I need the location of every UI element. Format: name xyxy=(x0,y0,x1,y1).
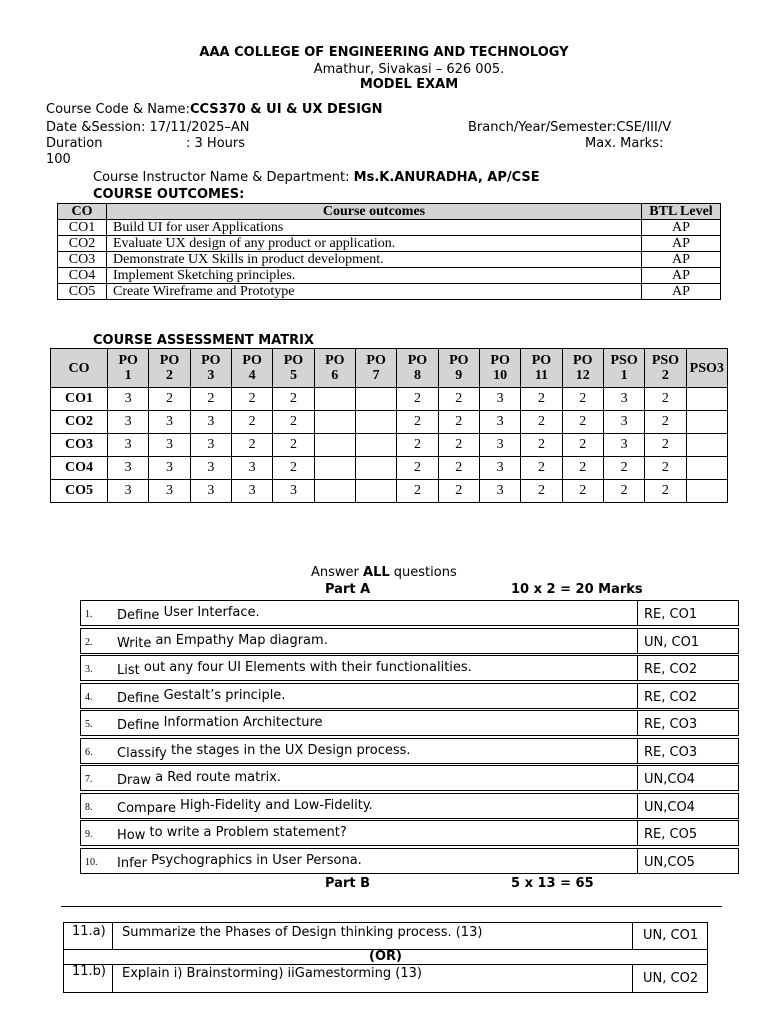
header-line: 12 xyxy=(575,368,590,383)
header-line: PO xyxy=(283,353,304,368)
matrix-cell: 2 xyxy=(438,411,479,434)
co-cell: CO2 xyxy=(58,236,107,252)
question-row xyxy=(80,848,739,874)
question-text xyxy=(117,687,286,706)
column-header xyxy=(521,349,562,388)
matrix-cell: 2 xyxy=(231,434,272,457)
column-header xyxy=(231,349,272,388)
matrix-cell: 2 xyxy=(438,480,479,503)
question-11b-row xyxy=(63,964,708,993)
matrix-cell: 2 xyxy=(603,457,644,480)
header-line: 4 xyxy=(248,368,256,383)
question-number: 11.b) xyxy=(72,964,106,979)
answer-all-instruction xyxy=(311,565,457,580)
matrix-cell: 2 xyxy=(562,388,603,411)
matrix-cell xyxy=(314,388,355,411)
matrix-cell xyxy=(686,480,727,503)
table-row xyxy=(58,268,721,284)
matrix-cell xyxy=(686,457,727,480)
header-line: PSO xyxy=(651,353,680,368)
question-row xyxy=(80,710,739,736)
column-header xyxy=(603,349,644,388)
question-text xyxy=(117,742,411,761)
cell-divider xyxy=(637,821,638,845)
column-header: CO xyxy=(51,349,108,388)
part-b-title: Part B xyxy=(325,876,371,891)
question-body: Information Architecture xyxy=(163,715,323,730)
matrix-cell: 2 xyxy=(149,388,190,411)
question-body: an Empathy Map diagram. xyxy=(155,632,328,648)
question-number: 5. xyxy=(85,719,93,730)
header-line: PO xyxy=(118,353,138,368)
question-body: High-Fidelity and Low-Fidelity. xyxy=(180,797,373,813)
header-line: 5 xyxy=(289,368,297,383)
instruction-bold: ALL xyxy=(363,565,390,580)
question-body: Psychographics in User Persona. xyxy=(151,852,362,868)
matrix-cell: 3 xyxy=(603,434,644,457)
matrix-cell: 2 xyxy=(562,457,603,480)
cell-divider xyxy=(632,964,633,992)
matrix-cell xyxy=(314,411,355,434)
question-body: Gestalt’s principle. xyxy=(163,687,286,703)
instructor-value: Ms.K.ANURADHA, AP/CSE xyxy=(353,170,540,185)
instructor-line xyxy=(93,170,540,185)
question-row xyxy=(80,765,739,791)
matrix-cell: 3 xyxy=(149,457,190,480)
question-number: 4. xyxy=(85,691,93,703)
cell-divider xyxy=(637,629,638,653)
matrix-cell: 3 xyxy=(149,411,190,434)
question-row xyxy=(80,738,739,764)
column-header xyxy=(273,349,314,388)
header-line: PO xyxy=(407,353,428,368)
matrix-cell: 2 xyxy=(603,480,644,503)
question-tag: RE, CO3 xyxy=(644,744,698,760)
matrix-cell xyxy=(686,411,727,434)
header-line: 7 xyxy=(372,368,380,383)
college-name: AAA COLLEGE OF ENGINEERING AND TECHNOLOGY xyxy=(199,45,569,60)
cell-divider xyxy=(112,923,113,949)
column-header xyxy=(190,349,231,388)
part-b-marks: 5 x 13 = 65 xyxy=(511,876,594,891)
question-text xyxy=(117,715,323,733)
matrix-cell: 3 xyxy=(149,480,190,503)
matrix-cell: 3 xyxy=(603,411,644,434)
matrix-cell: 3 xyxy=(108,434,149,457)
table-row xyxy=(58,252,721,268)
matrix-cell: 2 xyxy=(273,388,314,411)
matrix-cell xyxy=(686,388,727,411)
row-header: CO5 xyxy=(51,480,108,503)
matrix-cell: 2 xyxy=(521,411,562,434)
btl-cell: AP xyxy=(642,284,721,300)
column-header xyxy=(438,349,479,388)
column-header xyxy=(355,349,396,388)
matrix-cell: 3 xyxy=(108,457,149,480)
row-header: CO1 xyxy=(51,388,108,411)
cell-divider xyxy=(637,684,638,708)
matrix-cell: 3 xyxy=(108,411,149,434)
matrix-cell xyxy=(314,434,355,457)
question-row xyxy=(80,628,739,654)
question-number: 7. xyxy=(85,774,93,785)
table-row xyxy=(51,388,728,411)
table-row xyxy=(51,434,728,457)
matrix-cell: 2 xyxy=(273,411,314,434)
question-verb: Draw xyxy=(117,773,151,788)
column-header: PSO3 xyxy=(686,349,727,388)
cell-divider xyxy=(637,794,638,818)
question-row xyxy=(80,793,739,819)
header-line: 1 xyxy=(124,368,132,383)
cell-divider xyxy=(637,739,638,763)
matrix-cell xyxy=(355,411,396,434)
outcomes-heading: COURSE OUTCOMES: xyxy=(93,187,245,202)
header-line: 10 xyxy=(493,368,508,383)
column-header xyxy=(108,349,149,388)
max-marks-label: Max. Marks: xyxy=(585,136,664,151)
cell-divider xyxy=(637,656,638,680)
matrix-cell: 2 xyxy=(562,480,603,503)
cell-divider xyxy=(637,849,638,873)
question-number: 9. xyxy=(85,829,93,840)
matrix-cell: 2 xyxy=(397,434,438,457)
column-header xyxy=(397,349,438,388)
course-outcomes-table xyxy=(57,203,721,300)
table-row xyxy=(51,480,728,503)
matrix-cell: 2 xyxy=(397,457,438,480)
matrix-cell: 2 xyxy=(521,434,562,457)
header-line: 11 xyxy=(534,368,549,383)
question-verb: Define xyxy=(117,690,160,706)
matrix-cell: 3 xyxy=(479,388,520,411)
matrix-cell: 3 xyxy=(108,388,149,411)
cell-divider xyxy=(637,711,638,735)
question-text xyxy=(117,825,347,843)
question-verb: Write xyxy=(117,635,152,651)
question-11a-row xyxy=(63,922,708,950)
question-tag: UN,CO5 xyxy=(644,854,695,870)
question-text xyxy=(117,632,328,651)
instruction-suffix: questions xyxy=(389,565,457,580)
assessment-matrix-table xyxy=(50,348,728,503)
header-line: PO xyxy=(366,353,386,368)
matrix-cell: 2 xyxy=(397,388,438,411)
column-header: Course outcomes xyxy=(107,204,642,220)
duration-value: : 3 Hours xyxy=(186,136,246,151)
question-verb: Infer xyxy=(117,855,147,871)
outcome-cell: Implement Sketching principles. xyxy=(107,268,642,284)
instruction-prefix: Answer xyxy=(311,565,364,580)
row-header: CO2 xyxy=(51,411,108,434)
matrix-cell xyxy=(355,388,396,411)
exam-title: MODEL EXAM xyxy=(359,77,459,92)
header-line: 6 xyxy=(331,368,339,383)
question-number: 6. xyxy=(85,746,93,758)
part-a-title: Part A xyxy=(325,582,371,597)
matrix-title: COURSE ASSESSMENT MATRIX xyxy=(93,333,314,348)
question-verb: Classify xyxy=(117,745,167,761)
matrix-cell: 3 xyxy=(273,480,314,503)
question-row xyxy=(80,600,739,626)
row-header: CO3 xyxy=(51,434,108,457)
header-line: 1 xyxy=(620,368,628,383)
matrix-cell xyxy=(355,457,396,480)
matrix-cell: 2 xyxy=(521,480,562,503)
matrix-cell: 2 xyxy=(645,457,686,480)
question-number: 10. xyxy=(85,856,98,868)
question-text xyxy=(117,605,260,623)
question-tag: UN, CO1 xyxy=(643,928,699,943)
matrix-cell: 2 xyxy=(397,480,438,503)
table-row xyxy=(51,411,728,434)
question-tag: RE, CO2 xyxy=(644,689,698,705)
header-line: PO xyxy=(490,353,510,368)
question-verb: Define xyxy=(117,608,160,623)
question-number: 11.a) xyxy=(72,924,106,939)
outcome-cell: Demonstrate UX Skills in product development. xyxy=(107,252,642,268)
matrix-cell: 2 xyxy=(397,411,438,434)
matrix-cell: 2 xyxy=(438,457,479,480)
matrix-cell: 3 xyxy=(479,411,520,434)
question-number: 3. xyxy=(85,664,93,675)
question-tag: RE, CO5 xyxy=(644,827,698,842)
question-verb: How xyxy=(117,828,146,843)
matrix-cell: 3 xyxy=(231,457,272,480)
btl-cell: AP xyxy=(642,268,721,284)
matrix-cell: 2 xyxy=(645,388,686,411)
matrix-cell xyxy=(355,480,396,503)
header-line: 2 xyxy=(661,368,669,383)
matrix-cell: 3 xyxy=(190,457,231,480)
question-text: Summarize the Phases of Design thinking process. (13) xyxy=(122,925,483,940)
co-cell: CO4 xyxy=(58,268,107,284)
matrix-cell: 3 xyxy=(603,388,644,411)
matrix-cell: 2 xyxy=(438,388,479,411)
matrix-cell: 3 xyxy=(190,411,231,434)
branch-year-semester: Branch/Year/Semester:CSE/III/V xyxy=(468,120,672,135)
header-line: 2 xyxy=(165,368,173,383)
question-tag: RE, CO2 xyxy=(644,662,698,677)
question-row xyxy=(80,820,739,846)
question-tag: RE, CO3 xyxy=(644,717,698,732)
matrix-cell: 3 xyxy=(479,434,520,457)
column-header xyxy=(149,349,190,388)
outcome-cell: Evaluate UX design of any product or application. xyxy=(107,236,642,252)
question-tag: UN, CO2 xyxy=(643,971,699,986)
table-row xyxy=(58,236,721,252)
question-text xyxy=(117,770,282,788)
header-line: PO xyxy=(159,353,180,368)
course-label: Course Code & Name: xyxy=(46,102,190,117)
question-tag: UN,CO4 xyxy=(644,772,695,787)
course-value: CCS370 & UI & UX DESIGN xyxy=(189,102,383,117)
table-row xyxy=(58,284,721,300)
question-tag: UN,CO4 xyxy=(644,799,695,815)
outcome-cell: Create Wireframe and Prototype xyxy=(107,284,642,300)
date-session: Date &Session: 17/11/2025–AN xyxy=(46,120,250,135)
matrix-cell: 2 xyxy=(231,411,272,434)
part-a-marks: 10 x 2 = 20 Marks xyxy=(511,582,643,597)
column-header: CO xyxy=(58,204,107,220)
question-body: User Interface. xyxy=(163,605,260,620)
matrix-cell: 2 xyxy=(562,434,603,457)
matrix-cell: 3 xyxy=(479,457,520,480)
matrix-cell: 2 xyxy=(645,411,686,434)
matrix-cell: 2 xyxy=(645,480,686,503)
table-row xyxy=(58,220,721,236)
cell-divider xyxy=(637,766,638,790)
header-line: 3 xyxy=(207,368,215,383)
instructor-label: Course Instructor Name & Department: xyxy=(93,170,354,185)
column-header xyxy=(314,349,355,388)
column-header: BTL Level xyxy=(642,204,721,220)
question-body: the stages in the UX Design process. xyxy=(171,742,411,758)
matrix-cell xyxy=(314,480,355,503)
question-number: 8. xyxy=(85,801,93,813)
question-row xyxy=(80,683,739,709)
header-line: PO xyxy=(201,353,221,368)
header-line: PO xyxy=(531,353,552,368)
matrix-cell: 2 xyxy=(562,411,603,434)
matrix-cell: 3 xyxy=(149,434,190,457)
btl-cell: AP xyxy=(642,252,721,268)
matrix-cell: 2 xyxy=(190,388,231,411)
question-text xyxy=(117,660,472,678)
divider xyxy=(61,906,722,907)
header-line: PSO xyxy=(610,353,638,368)
co-cell: CO3 xyxy=(58,252,107,268)
question-body: to write a Problem statement? xyxy=(149,825,347,840)
btl-cell: AP xyxy=(642,220,721,236)
header-line: PO xyxy=(325,353,345,368)
course-line xyxy=(46,102,382,117)
co-cell: CO1 xyxy=(58,220,107,236)
question-verb: Define xyxy=(117,718,160,733)
question-number: 2. xyxy=(85,636,93,648)
header-line: PO xyxy=(449,353,469,368)
btl-cell: AP xyxy=(642,236,721,252)
matrix-cell: 3 xyxy=(190,434,231,457)
question-text xyxy=(117,797,373,816)
header-line: PO xyxy=(573,353,593,368)
matrix-cell: 2 xyxy=(273,434,314,457)
cell-divider xyxy=(632,923,633,949)
question-number: 1. xyxy=(85,609,93,620)
header-line: 9 xyxy=(455,368,463,383)
table-header-row xyxy=(51,349,728,388)
or-row xyxy=(63,948,708,965)
matrix-cell xyxy=(355,434,396,457)
matrix-cell: 2 xyxy=(231,388,272,411)
cell-divider xyxy=(112,964,113,992)
column-header xyxy=(645,349,686,388)
column-header xyxy=(479,349,520,388)
question-tag: UN, CO1 xyxy=(644,634,700,650)
matrix-cell: 2 xyxy=(521,457,562,480)
college-address: Amathur, Sivakasi – 626 005. xyxy=(313,62,505,77)
matrix-cell xyxy=(314,457,355,480)
table-header-row xyxy=(58,204,721,220)
matrix-cell: 2 xyxy=(521,388,562,411)
matrix-cell: 3 xyxy=(479,480,520,503)
question-row xyxy=(80,655,739,681)
matrix-cell: 3 xyxy=(108,480,149,503)
column-header xyxy=(562,349,603,388)
header-line: 8 xyxy=(413,368,421,383)
matrix-cell xyxy=(686,434,727,457)
or-label: (OR) xyxy=(369,949,402,964)
matrix-cell: 3 xyxy=(231,480,272,503)
question-text: Explain i) Brainstorming) iiGamestorming (13) xyxy=(122,966,422,981)
question-text xyxy=(117,852,362,871)
question-verb: List xyxy=(117,663,140,678)
matrix-cell: 2 xyxy=(645,434,686,457)
max-marks-value: 100 xyxy=(46,152,71,167)
question-tag: RE, CO1 xyxy=(644,607,698,622)
question-body: a Red route matrix. xyxy=(155,770,282,785)
table-row xyxy=(51,457,728,480)
row-header: CO4 xyxy=(51,457,108,480)
co-cell: CO5 xyxy=(58,284,107,300)
duration-label: Duration xyxy=(46,136,103,151)
outcome-cell: Build UI for user Applications xyxy=(107,220,642,236)
question-verb: Compare xyxy=(117,800,176,816)
cell-divider xyxy=(637,601,638,625)
header-line: PO xyxy=(242,353,262,368)
question-body: out any four UI Elements with their functionalities. xyxy=(143,660,472,675)
matrix-cell: 2 xyxy=(273,457,314,480)
matrix-cell: 2 xyxy=(438,434,479,457)
matrix-cell: 3 xyxy=(190,480,231,503)
